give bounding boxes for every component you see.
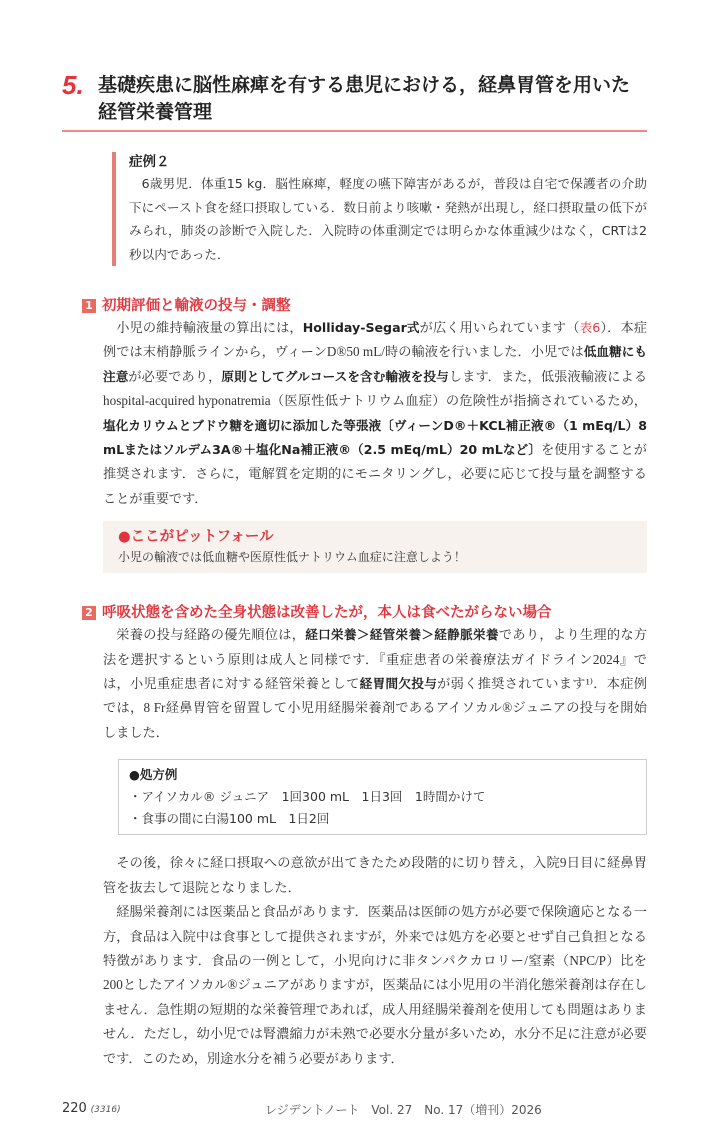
page-title: 基礎疾患に脳性麻痺を有する患児における，経鼻胃管を用いた経管栄養管理: [98, 74, 631, 123]
case-title: 症例２: [129, 154, 170, 170]
section-title: 初期評価と輸液の投与・調整: [102, 298, 291, 314]
bold-text: Holliday-Segar式: [302, 320, 420, 335]
text-run: ）．本症例では末梢静脈ラインから，ヴィーンD®50 mL/時の輸液を行いました．小児では: [103, 320, 648, 360]
prescription-box: [118, 759, 647, 835]
pitfall-title: ●ここがピットフォール: [118, 529, 274, 546]
pitfall-text: 小児の輸液では低血糖や医原性低ナトリウム血症に注意しよう！: [118, 550, 466, 565]
bold-text: 低血糖にも注意: [103, 344, 647, 384]
bold-text: 原則としてグルコースを含む輸液を投与: [221, 368, 449, 384]
chapter-number: 5.: [62, 70, 84, 100]
section-1-paragraph: [103, 316, 647, 511]
text-run: 小児の維持輸液量の算出には，: [116, 320, 303, 335]
text-run: が広く用いられています（: [419, 320, 580, 335]
text-run: 経腸栄養剤には医薬品と食品があります．医薬品は医師の処方が必要で保険適応となる一方，食品は入院中は食事として提供されますが，外来では処方を必要とせず自己負担となる特徴があります．食品の一例として，小児向けに非タンパクカロリー/窒素（NPC/P）比を200としたアイソカル®ジュニアがありますが，医薬品には小児用の半消化態栄養剤は存在しません．急性期の短期的な栄養管理であれば，成人用経腸栄養剤を使用しても問題はありません．ただし，幼小児では腎濃縮力が未熟で必要水分量が多いため，水分不足に注意が必要です．このため，別途水分を補う必要があります．: [103, 904, 647, 1066]
text-run: が弱く推奨されています¹⁾．本症例では，8 Fr経鼻胃管を留置して小児用経腸栄養剤であるアイソカル®ジュニアの投与を開始しました．: [103, 676, 647, 740]
text-run: します．また，低張液輸液による hospital-acquired hyponatremia（医原性低ナトリウム血症）の危険性が指摘されているため，: [103, 368, 648, 409]
title-block: [62, 70, 647, 126]
text-run: 栄養の投与経路の優先順位は，: [116, 627, 306, 643]
section-2-paragraph-3: [103, 900, 647, 1071]
case-box: [112, 152, 647, 266]
bold-text: 経胃間欠投与: [359, 676, 438, 692]
table-reference: 表6: [579, 320, 601, 335]
prescription-item: ・食事の間に白湯100 mL 1日2回: [129, 811, 330, 827]
section-number-badge: 1: [82, 299, 96, 313]
text-run: その後，徐々に経口摂取への意欲が出てきたため段階的に切り替え，入院9日目に経鼻胃管を抜去して退院となりました．: [103, 855, 647, 895]
page-number: [62, 1101, 265, 1118]
section-2-paragraph-2: [103, 851, 647, 900]
title-divider: [62, 130, 647, 132]
prescription-item: ・アイソカル® ジュニア 1回300 mL 1日3回 1時間かけて: [129, 789, 486, 805]
pitfall-box: [103, 521, 647, 573]
section-number-badge: 2: [82, 606, 96, 620]
text-run: を使用することが推奨されます．さらに，電解質を定期的にモニタリングし，必要に応じて投与量を調整することが重要です．: [103, 442, 647, 506]
case-text: 6歳男児．体重15 kg．脳性麻痺，軽度の嚥下障害があるが，普段は自宅で保護者の介助下にペースト食を経口摂取している．数日前より咳嗽・発熱が出現し，経口摂取量の低下がみられ，肺炎の診断で入院した．入院時の体重測定では明らかな体重減少はなく，CRTは2秒以内であった．: [129, 176, 647, 262]
bold-text: 塩化カリウムとブドウ糖を適切に添加した等張液〔ヴィーンD®＋KCL補正液®（1 mEq/L）8 mLまたはソルデム3A®＋塩化Na補正液®（2.5 mEq/mL）20 mLなど〕: [103, 417, 647, 458]
page-number-value: 220: [62, 1100, 87, 1116]
text-run: が必要であり，: [128, 368, 222, 384]
section-1-heading: [82, 296, 647, 316]
section-2-paragraph-1: [103, 623, 647, 745]
page-total: (3316): [90, 1104, 121, 1115]
bold-text: 経口栄養＞経管栄養＞経静脈栄養: [305, 627, 499, 643]
text-run: であり，より生理的な方法を選択するという原則は成人と同様です．『重症患者の栄養療法ガイドライン2024』では，小児重症患者に対する経管栄養として: [103, 627, 648, 692]
section-title: 呼吸状態を含めた全身状態は改善したが，本人は食べたがらない場合: [102, 605, 552, 622]
page-footer: [62, 1101, 647, 1118]
section-2-heading: [82, 603, 647, 623]
prescription-title: ●処方例: [129, 767, 178, 783]
journal-info: レジデントノート Vol. 27 No. 17（増刊）2026: [265, 1102, 542, 1117]
